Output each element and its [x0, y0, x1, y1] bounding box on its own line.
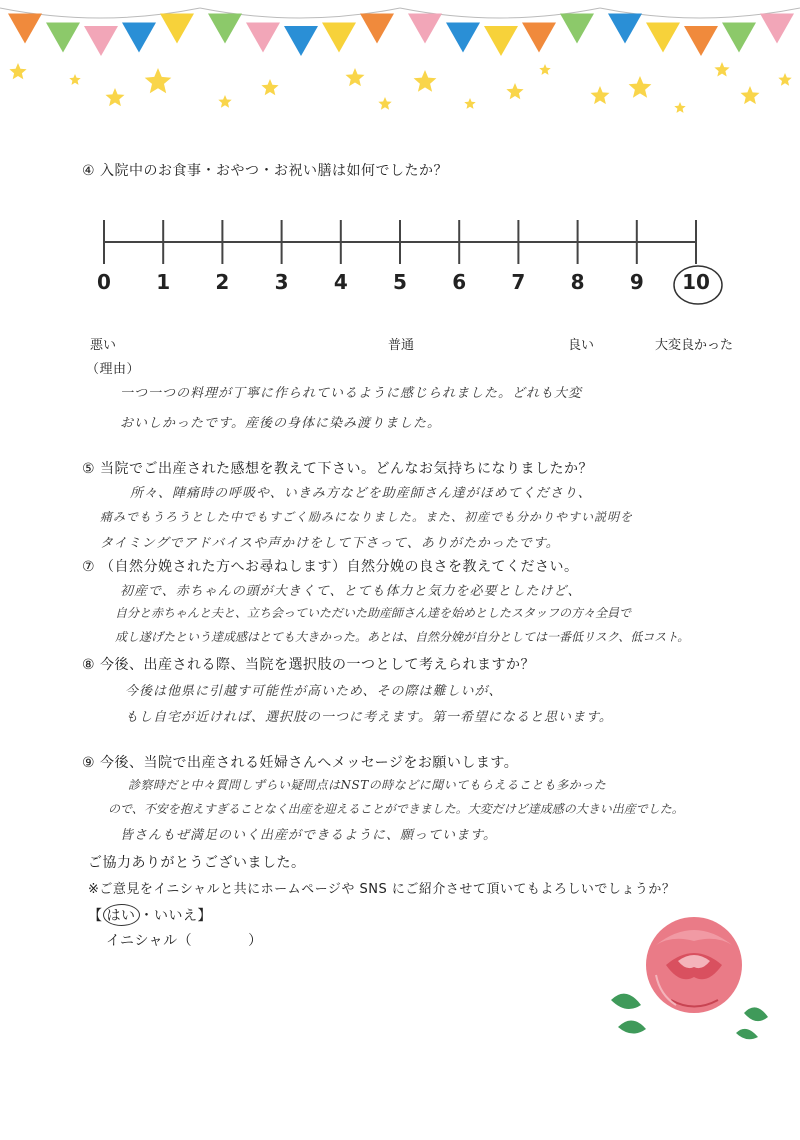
bunting-flag — [760, 14, 794, 44]
bunting-flag — [160, 14, 194, 44]
star-icon — [9, 63, 26, 79]
scale-number-1[interactable]: 1 — [156, 270, 171, 294]
bunting-flag — [722, 23, 756, 53]
star-icon — [506, 83, 523, 99]
rose-illustration — [596, 905, 776, 1045]
bunting-flag — [408, 14, 442, 44]
q4-question: ④ 入院中のお食事・おやつ・お祝い膳は如何でしたか？ — [82, 163, 448, 179]
bunting-flag — [560, 14, 594, 44]
q9-answer-line-3: 皆さんもぜ満足のいく出産ができるように、願っています。 — [120, 828, 497, 843]
star-icon — [261, 79, 278, 95]
initial-close: ） — [248, 933, 263, 949]
bunting-flag — [360, 14, 394, 44]
q4-answer-line-1: 一つ一つの料理が丁寧に作られているように感じられました。どれも大変 — [120, 386, 583, 401]
scale-number-3[interactable]: 3 — [274, 270, 289, 294]
q7-question: ⑦ （自然分娩された方へお尋ねします）自然分娩の良さを教えてください。 — [82, 559, 579, 575]
label-normal: 普通 — [388, 338, 415, 353]
bunting-flag — [208, 14, 242, 44]
q8-question: ⑧ 今後、出産される際、当院を選択肢の一つとして考えられますか？ — [82, 657, 535, 673]
reason-label: （理由） — [86, 362, 141, 377]
sns-permission-choice — [88, 904, 212, 926]
choice-no[interactable]: いいえ — [154, 908, 198, 924]
bunting-flag — [122, 23, 156, 53]
choice-separator: ・ — [139, 908, 154, 924]
star-icon — [539, 64, 550, 75]
sns-permission-question: ※ご意見をイニシャルと共にホームページや SNS にご紹介させて頂いてもよろしいでしょうか？ — [88, 882, 676, 897]
bunting-flag — [322, 23, 356, 53]
q9-answer-line-1: 診察時だと中々質問しずらい疑問点はNSTの時などに聞いてもらえることも多かった — [128, 778, 607, 792]
q7-answer-line-3: 成し遂げたという達成感はとても大きかった。あとは、自然分娩が自分としては一番低リスク、低コスト。 — [115, 630, 690, 644]
scale-number-5[interactable]: 5 — [393, 270, 407, 294]
q9-answer-line-2: ので、不安を抱えすぎることなく出産を迎えることができました。大変だけど達成感の大きい出産でした。 — [108, 802, 684, 816]
star-icon — [714, 62, 729, 77]
initial-field[interactable] — [106, 930, 263, 950]
bunting-flag — [446, 23, 480, 53]
star-icon — [145, 68, 172, 93]
q9-question: ⑨ 今後、当院で出産される妊婦さんへメッセージをお願いします。 — [82, 755, 519, 771]
choice-bracket-open: 【 — [88, 908, 103, 924]
q5-answer-line-1: 所々、陣痛時の呼吸や、いきみ方などを助産師さん達がほめてくださり、 — [130, 486, 592, 501]
q5-answer-line-3: タイミングでアドバイスや声かけをして下さって、ありがたかったです。 — [100, 536, 560, 551]
star-icon — [106, 88, 125, 106]
bunting-flag — [522, 23, 556, 53]
q8-answer-line-1: 今後は他県に引越す可能性が高いため、その際は難しいが、 — [125, 684, 503, 699]
label-very-good: 大変良かった — [655, 338, 734, 353]
q5-question: ⑤ 当院でご出産された感想を教えて下さい。どんなお気持ちになりましたか？ — [82, 461, 593, 477]
bunting-flag — [246, 23, 280, 53]
q7-answer-line-2: 自分と赤ちゃんと夫と、立ち会っていただいた助産師さん達を始めとしたスタッフの方々全員で — [115, 606, 632, 620]
bunting-flag — [684, 26, 718, 56]
scale-number-6[interactable]: 6 — [452, 270, 467, 294]
q8-answer-line-2: もし自宅が近ければ、選択肢の一つに考えます。第一希望になると思います。 — [125, 710, 613, 725]
scale-number-9[interactable]: 9 — [629, 270, 644, 294]
bunting-flag — [484, 26, 518, 56]
q4-answer-line-2: おいしかったです。産後の身体に染み渡りました。 — [120, 416, 441, 431]
scale-number-2[interactable]: 2 — [215, 270, 230, 294]
rating-scale-line — [90, 215, 710, 265]
star-icon — [464, 98, 475, 109]
bunting-flag — [284, 26, 318, 56]
star-icon — [378, 97, 391, 110]
q5-answer-line-2: 痛みでもうろうとした中でもすごく励みになりました。また、初産でも分かりやすい説明を — [100, 510, 634, 524]
scale-number-8[interactable]: 8 — [570, 270, 585, 294]
selected-circle-mark — [668, 260, 728, 310]
star-icon — [741, 86, 760, 104]
choice-yes[interactable]: はい — [103, 904, 140, 926]
star-icon — [218, 95, 231, 108]
bunting-flag — [46, 23, 80, 53]
scale-number-7[interactable]: 7 — [511, 270, 526, 294]
scale-number-4[interactable]: 4 — [333, 270, 348, 294]
label-good: 良い — [568, 338, 595, 353]
star-icon — [414, 70, 437, 92]
rose-flower — [646, 917, 742, 1013]
scale-number-0[interactable]: 0 — [97, 270, 111, 294]
bunting-flag — [646, 23, 680, 53]
initial-label: イニシャル（ — [106, 933, 193, 949]
bunting-decoration — [0, 0, 800, 120]
bunting-flag — [84, 26, 118, 56]
star-icon — [629, 76, 652, 98]
choice-bracket-close: 】 — [197, 908, 212, 924]
thanks-text: ご協力ありがとうございました。 — [88, 855, 306, 871]
star-icon — [674, 102, 685, 113]
bunting-flag — [8, 14, 42, 44]
star-icon — [69, 74, 80, 85]
star-icon — [346, 68, 365, 86]
star-icon — [591, 86, 610, 104]
scale-number-10[interactable]: 10 — [682, 270, 710, 294]
bunting-flag — [608, 14, 642, 44]
star-icon — [778, 73, 791, 86]
q7-answer-line-1: 初産で、赤ちゃんの頭が大きくて、とても体力と気力を必要としたけど、 — [120, 584, 582, 599]
label-bad: 悪い — [90, 338, 117, 353]
